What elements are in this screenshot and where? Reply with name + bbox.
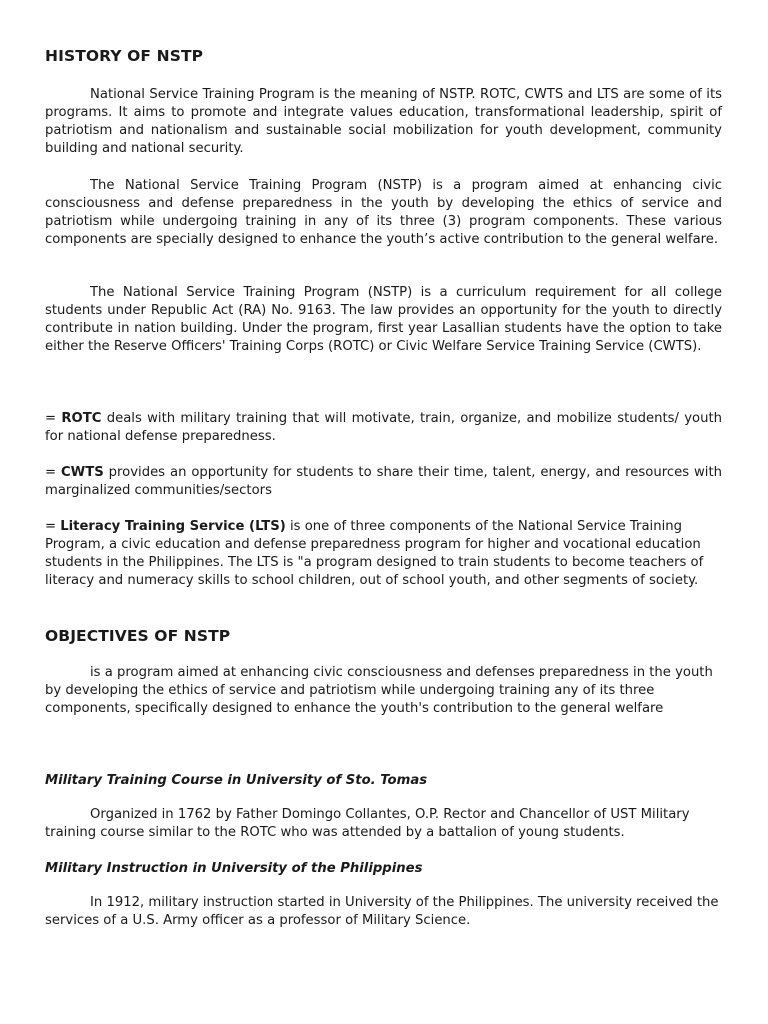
rotc-text: deals with military training that will motivate, train, organize, and mobilize students/ youth for national defense preparedness. [45,411,722,445]
lts-prefix: = [45,519,61,534]
cwts-term: CWTS [61,465,104,480]
history-paragraph-3: The National Service Training Program (NSTP) is a curriculum requirement for all college students under Republic Act (RA) No. 9163. The law provides an opportunity for the youth to directly contribute in nation building. Under the program, first year Lasallian students have the option to take either the Reserve Officers' Training Corps (ROTC) or Civic Welfare Service Training Service (CWTS). [45,285,722,355]
ust-heading: Military Training Course in University of Sto. Tomas [45,773,428,788]
history-paragraph-1: National Service Training Program is the meaning of NSTP. ROTC, CWTS and LTS are some of its programs. It aims to promote and integrate values education, transformational leadership, spirit of patriotism and nationalism and sustainable social mobilization for youth development, community building and national security. [45,87,722,157]
cwts-prefix: = [45,465,61,480]
rotc-term: ROTC [61,411,102,426]
lts-term: Literacy Training Service (LTS) [60,519,286,534]
rotc-item [45,410,722,446]
rotc-prefix: = [45,411,62,426]
history-paragraph-2: The National Service Training Program (NSTP) is a program aimed at enhancing civic consciousness and defense preparedness in the youth by developing the ethics of service and patriotism while undergoing training in any of its three (3) program components. These various components are specially designed to enhance the youth’s active contribution to the general welfare. [45,178,722,248]
up-heading: Military Instruction in University of the Philippines [45,861,423,876]
objectives-paragraph: is a program aimed at enhancing civic consciousness and defenses preparedness in the youth by developing the ethics of service and patriotism while undergoing training any of its three components, specifically designed to enhance the youth's contribution to the general welfare [45,665,713,717]
history-title: HISTORY OF NSTP [45,47,204,65]
lts-item [45,518,722,590]
up-paragraph: In 1912, military instruction started in University of the Philippines. The university received the services of a U.S. Army officer as a professor of Military Science. [45,895,719,929]
cwts-text: provides an opportunity for students to share their time, talent, energy, and resources with marginalized communities/sectors [45,465,722,499]
objectives-title: OBJECTIVES OF NSTP [45,627,231,645]
ust-paragraph: Organized in 1762 by Father Domingo Collantes, O.P. Rector and Chancellor of UST Military training course similar to the ROTC who was attended by a battalion of young students. [45,807,690,841]
lts-text: is one of three components of the National Service Training Program, a civic education and defense preparedness program for higher and vocational education students in the Philippines. The LTS is "a program designed to train students to become teachers of literacy and numeracy skills to school children, out of school youth, and other segments of society. [45,519,704,589]
cwts-item [45,464,722,500]
